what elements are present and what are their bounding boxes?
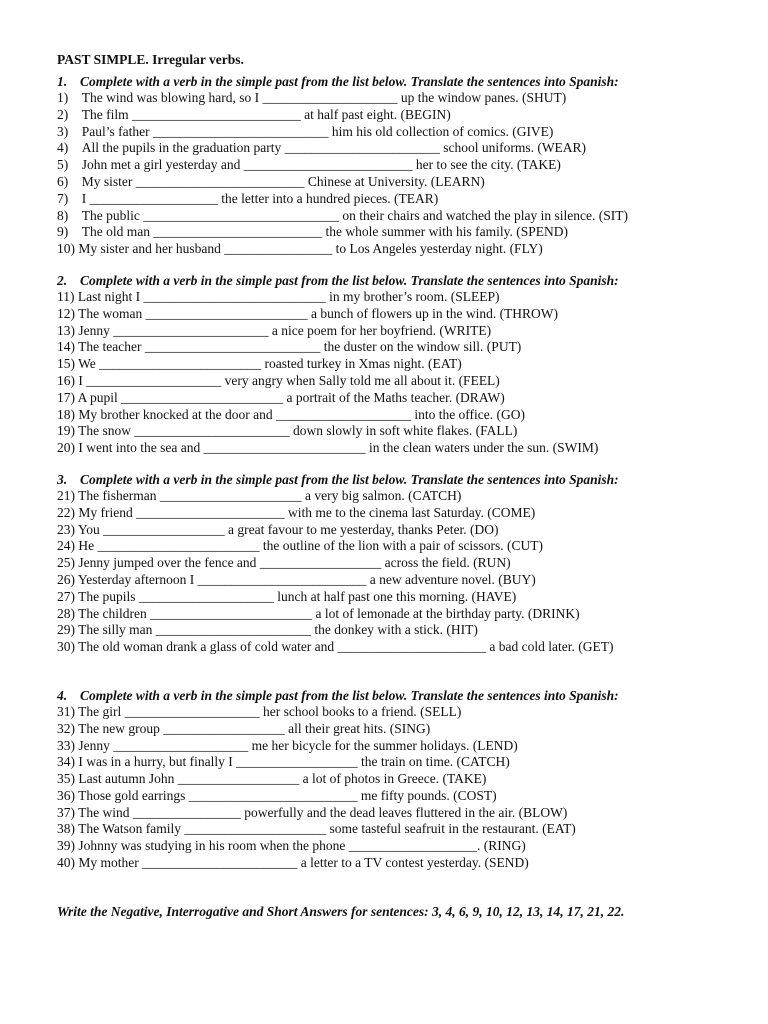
- exercise-item-text: 3) Paul’s father __________________________ him his old collection of comics. (GIVE): [57, 123, 554, 139]
- section-number: 2.: [57, 272, 68, 288]
- exercise-section-3: [57, 471, 747, 656]
- exercise-item-text: 29) The silly man _______________________ the donkey with a stick. (HIT): [57, 622, 478, 638]
- exercise-item: [57, 356, 747, 373]
- exercise-item: [57, 522, 747, 539]
- section-instruction: [57, 471, 747, 488]
- exercise-item-text: 24) He ________________________ the outline of the lion with a pair of scissors. (CUT): [57, 538, 543, 554]
- exercise-item-text: 8) The public _____________________________ on their chairs and watched the play in silence. (SIT): [57, 207, 629, 223]
- exercise-item-text: 32) The new group __________________ all their great hits. (SING): [57, 720, 431, 736]
- title-main: PAST SIMPLE.: [57, 52, 149, 67]
- exercise-item-text: 17) A pupil ________________________ a portrait of the Maths teacher. (DRAW): [57, 389, 505, 405]
- exercise-item-text: 40) My mother _______________________ a letter to a TV contest yesterday. (SEND): [57, 855, 529, 871]
- exercise-item: [57, 821, 747, 838]
- section-instruction-text: Complete with a verb in the simple past from the list below. Translate the sentences into Spanish:: [80, 74, 619, 89]
- exercise-item-text: 2) The film _________________________ at half past eight. (BEGIN): [57, 106, 451, 122]
- exercise-item-text: 9) The old man _________________________ the whole summer with his family. (SPEND): [57, 224, 568, 240]
- section-spacer: [57, 258, 747, 272]
- exercise-item: [57, 174, 747, 191]
- section-instruction: [57, 272, 747, 289]
- exercise-item: [57, 323, 747, 340]
- exercise-item: [57, 805, 747, 822]
- exercise-item: [57, 589, 747, 606]
- exercise-item: [57, 339, 747, 356]
- exercise-item: [57, 771, 747, 788]
- exercise-item-text: 14) The teacher __________________________ the duster on the window sill. (PUT): [57, 339, 522, 355]
- exercise-section-2: [57, 272, 747, 457]
- exercise-item-text: 5) John met a girl yesterday and _________________________ her to see the city. (TAKE): [57, 157, 561, 173]
- exercise-item: [57, 754, 747, 771]
- exercise-item: [57, 738, 747, 755]
- exercise-item: [57, 306, 747, 323]
- exercise-item-text: 22) My friend ______________________ with me to the cinema last Saturday. (COME): [57, 504, 536, 520]
- exercise-item-text: 31) The girl ____________________ her school books to a friend. (SELL): [57, 703, 462, 719]
- exercise-item: [57, 622, 747, 639]
- exercise-item: [57, 488, 747, 505]
- exercise-item-text: 34) I was in a hurry, but finally I __________________ the train on time. (CATCH): [57, 754, 510, 770]
- section-instruction-text: Complete with a verb in the simple past from the list below. Translate the sentences into Spanish:: [80, 272, 619, 288]
- exercise-item-text: 19) The snow _______________________ down slowly in soft white flakes. (FALL): [57, 423, 518, 439]
- exercise-item: [57, 407, 747, 424]
- exercise-item: [57, 606, 747, 623]
- exercise-item-text: 11) Last night I ___________________________ in my brother’s room. (SLEEP): [57, 288, 500, 304]
- exercise-item: [57, 224, 747, 241]
- exercise-item-text: 20) I went into the sea and ________________________ in the clean waters under the sun. (SWIM): [57, 440, 599, 456]
- exercise-item: [57, 423, 747, 440]
- exercise-sections: [57, 70, 747, 872]
- exercise-item-text: 23) You __________________ a great favour to me yesterday, thanks Peter. (DO): [57, 521, 499, 537]
- spacer: [57, 872, 747, 903]
- exercise-item-text: 33) Jenny ____________________ me her bicycle for the summer holidays. (LEND): [57, 737, 518, 753]
- exercise-item-text: 37) The wind ________________ powerfully and the dead leaves fluttered in the air. (BLOW): [57, 804, 568, 820]
- exercise-item: [57, 107, 747, 124]
- exercise-item: [57, 572, 747, 589]
- section-instruction-text: Complete with a verb in the simple past from the list below. Translate the sentences into Spanish:: [80, 687, 619, 703]
- exercise-item-text: 21) The fisherman _____________________ a very big salmon. (CATCH): [57, 487, 462, 503]
- exercise-item-text: 4) All the pupils in the graduation party _______________________ school uniforms. (WEAR): [57, 140, 587, 156]
- section-instruction-text: Complete with a verb in the simple past from the list below. Translate the sentences into Spanish:: [80, 471, 619, 487]
- exercise-item: [57, 555, 747, 572]
- exercise-item-text: 6) My sister _________________________ Chinese at University. (LEARN): [57, 173, 485, 189]
- exercise-section-1: [57, 73, 747, 258]
- exercise-item: [57, 208, 747, 225]
- worksheet-page: [57, 51, 747, 920]
- exercise-item-text: 28) The children ________________________ a lot of lemonade at the birthday party. (DRINK): [57, 605, 580, 621]
- exercise-item-text: 12) The woman ________________________ a bunch of flowers up in the wind. (THROW): [57, 305, 559, 321]
- exercise-item: [57, 124, 747, 141]
- exercise-item: [57, 373, 747, 390]
- final-instruction: Write the Negative, Interrogative and Short Answers for sentences: 3, 4, 6, 9, 10, 12, 13, 14, 17, 21, 22.: [57, 903, 625, 919]
- section-number: 3.: [57, 471, 68, 487]
- exercise-item: [57, 838, 747, 855]
- exercise-item-text: 36) Those gold earrings _________________________ me fifty pounds. (COST): [57, 787, 497, 803]
- section-instruction: [57, 687, 747, 704]
- exercise-item-text: 30) The old woman drank a glass of cold water and ______________________ a bad cold later. (GET): [57, 639, 614, 655]
- exercise-item: [57, 538, 747, 555]
- exercise-item-text: 38) The Watson family _____________________ some tasteful seafruit in the restaurant. (EAT): [57, 821, 576, 837]
- section-number: 1.: [57, 74, 68, 89]
- exercise-item-text: 18) My brother knocked at the door and ____________________ into the office. (GO): [57, 406, 526, 422]
- exercise-item-text: 35) Last autumn John __________________ a lot of photos in Greece. (TAKE): [57, 771, 487, 787]
- exercise-item: [57, 157, 747, 174]
- exercise-item: [57, 704, 747, 721]
- section-spacer: [57, 457, 747, 471]
- exercise-item: [57, 721, 747, 738]
- exercise-item-text: 27) The pupils ____________________ lunch at half past one this morning. (HAVE): [57, 588, 517, 604]
- page-title: [57, 51, 747, 70]
- section-number: 4.: [57, 687, 68, 703]
- exercise-item: [57, 440, 747, 457]
- exercise-item: [57, 191, 747, 208]
- section-spacer: [57, 656, 747, 687]
- title-sub: Irregular verbs.: [152, 52, 244, 67]
- exercise-item: [57, 241, 747, 258]
- exercise-section-4: [57, 687, 747, 872]
- exercise-item: [57, 639, 747, 656]
- exercise-item-text: 1) The wind was blowing hard, so I ____________________ up the window panes. (SHUT): [57, 90, 567, 105]
- exercise-item-text: 7) I ___________________ the letter into a hundred pieces. (TEAR): [57, 190, 439, 206]
- exercise-item-text: 25) Jenny jumped over the fence and __________________ across the field. (RUN): [57, 555, 511, 571]
- section-instruction: [57, 73, 747, 90]
- exercise-item: [57, 505, 747, 522]
- exercise-item: [57, 788, 747, 805]
- exercise-item-text: 16) I ____________________ very angry when Sally told me all about it. (FEEL): [57, 372, 500, 388]
- exercise-item: [57, 855, 747, 872]
- exercise-item: [57, 140, 747, 157]
- exercise-item: [57, 90, 747, 107]
- exercise-item-text: 26) Yesterday afternoon I _________________________ a new adventure novel. (BUY): [57, 571, 536, 587]
- exercise-item: [57, 289, 747, 306]
- exercise-item-text: 39) Johnny was studying in his room when the phone ___________________. (RING): [57, 838, 526, 854]
- exercise-item-text: 13) Jenny _______________________ a nice poem for her boyfriend. (WRITE): [57, 322, 492, 338]
- exercise-item-text: 10) My sister and her husband ________________ to Los Angeles yesterday night. (FLY): [57, 241, 543, 257]
- exercise-item: [57, 390, 747, 407]
- exercise-item-text: 15) We ________________________ roasted turkey in Xmas night. (EAT): [57, 356, 462, 372]
